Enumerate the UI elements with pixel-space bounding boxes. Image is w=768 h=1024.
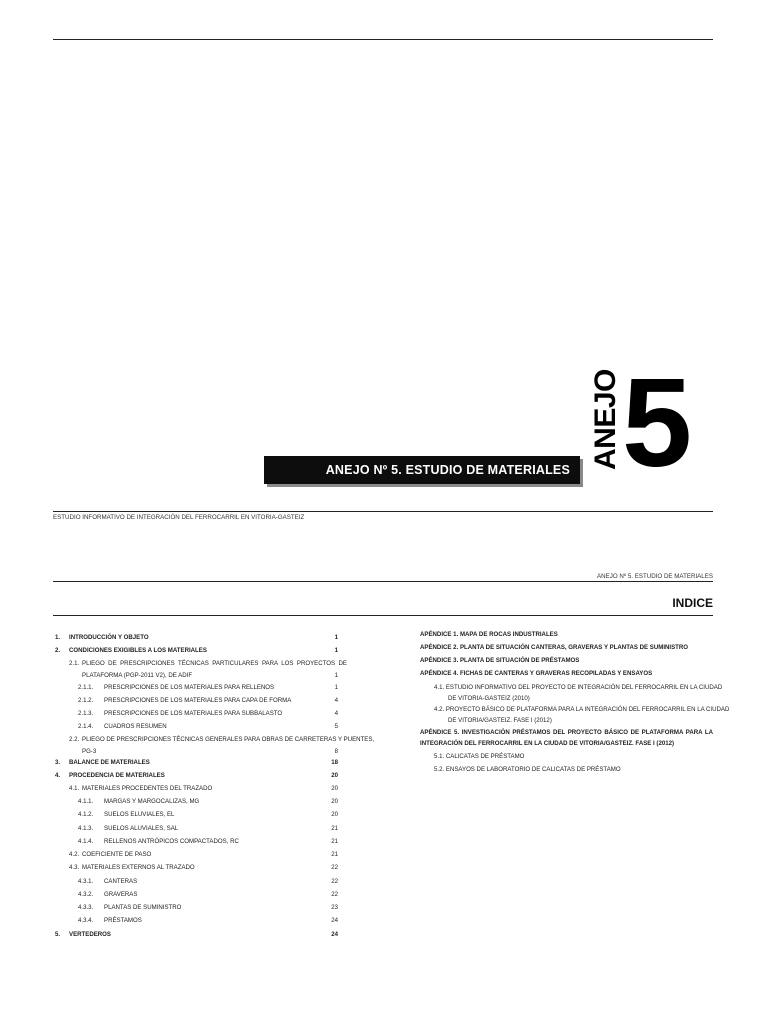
toc-entry-number: 3. — [55, 759, 61, 766]
toc-entry-text: 4.2. PROYECTO BÁSICO DE PLATAFORMA PARA LA INTEGRACIÓN DEL FERROCARRIL EN LA CIUDAD — [434, 706, 730, 713]
toc-entry-page: 21 — [331, 825, 338, 832]
toc-entry-page: 24 — [331, 931, 338, 938]
toc-entry-text: PLIEGO DE PRESCRIPCIONES TÉCNICAS PARTICULARES PARA LOS PROYECTOS DE — [82, 660, 347, 667]
toc-entry-page: 1 — [334, 672, 338, 679]
toc-entry-text-continued: INTEGRACIÓN DEL FERROCARRIL EN LA CIUDAD DE VITORIA/GASTEIZ. FASE I (2012) — [420, 739, 675, 747]
toc-entry-text: 5.1. CALICATAS DE PRÉSTAMO — [434, 753, 525, 760]
toc-right-entry — [420, 644, 688, 652]
toc-entry-page: 20 — [331, 811, 338, 818]
indice-title: INDICE — [672, 596, 713, 610]
toc-entry-text: PROCEDENCIA DE MATERIALES — [69, 772, 165, 779]
toc-entry-text-continued: DE VITORIA-GASTEIZ (2010) — [448, 694, 530, 702]
toc-right-entry — [434, 684, 723, 702]
toc-entry-page: 8 — [334, 748, 338, 755]
toc-entry-text: VERTEDEROS — [69, 931, 111, 938]
toc-entry-text: APÉNDICE 2. PLANTA DE SITUACIÓN CANTERAS, GRAVERAS Y PLANTAS DE SUMINISTRO — [420, 644, 689, 651]
toc-entry-number: 2.2. — [69, 736, 80, 743]
toc-entry-text: PLANTAS DE SUMINISTRO — [104, 904, 182, 911]
toc-entry-text: SUELOS ALUVIALES, SAL — [104, 825, 179, 832]
toc-entry-page: 1 — [334, 647, 338, 654]
toc-entry-page: 23 — [331, 904, 338, 911]
toc-entry-text: 5.2. ENSAYOS DE LABORATORIO DE CALICATAS DE PRÉSTAMO — [434, 766, 621, 773]
toc-entry-text-continued: DE VITORIA/GASTEIZ. FASE I (2012) — [448, 716, 552, 724]
toc-entry-number: 2.1.3. — [78, 710, 94, 717]
toc-entry-number: 4.3.1. — [78, 878, 94, 885]
toc-entry-text: PLIEGO DE PRESCRIPCIONES TÉCNICAS GENERALES PARA OBRAS DE CARRETERAS Y PUENTES, — [82, 736, 375, 743]
toc-entry-text: SUELOS ELUVIALES, EL — [104, 811, 175, 818]
toc-right-entry — [420, 631, 558, 639]
toc-entry-text: MATERIALES EXTERNOS AL TRAZADO — [82, 864, 195, 871]
toc-entry-number: 4.1.2. — [78, 811, 94, 818]
toc-entry-text: BALANCE DE MATERIALES — [69, 759, 150, 766]
toc-entry-text: INTRODUCCIÓN Y OBJETO — [69, 634, 149, 641]
toc-entry-text: APÉNDICE 1. MAPA DE ROCAS INDUSTRIALES — [420, 631, 558, 638]
toc-entry-page: 24 — [331, 917, 338, 924]
toc-entry-text: PRÉSTAMOS — [104, 917, 142, 924]
toc-entry-text: CONDICIONES EXIGIBLES A LOS MATERIALES — [69, 647, 207, 654]
toc-entry-number: 4.1.4. — [78, 838, 94, 845]
toc-entry-text: COEFICIENTE DE PASO — [82, 851, 152, 858]
running-title: ANEJO Nº 5. ESTUDIO DE MATERIALES — [597, 573, 713, 580]
toc-entry-number: 4.3.4. — [78, 917, 94, 924]
toc-entry-page: 1 — [334, 684, 338, 691]
toc-entry-number: 1. — [55, 634, 61, 641]
toc-entry-page: 4 — [334, 697, 338, 704]
toc-entry-text-continued: PLATAFORMA (PGP-2011 V2), DE ADIF — [82, 672, 193, 679]
toc-entry-page: 21 — [331, 851, 338, 858]
toc-entry-number: 4. — [55, 772, 61, 779]
toc-entry-number: 4.1.3. — [78, 825, 94, 832]
anejo-number: 5 — [622, 352, 693, 493]
toc-entry-number: 2.1.4. — [78, 723, 94, 730]
toc-right-entry — [434, 706, 730, 724]
banner-title: ANEJO Nº 5. ESTUDIO DE MATERIALES — [325, 463, 570, 477]
toc-entry-text: PRESCRIPCIONES DE LOS MATERIALES PARA CAPA DE FORMA — [104, 697, 292, 704]
toc-entry-text: APÉNDICE 3. PLANTA DE SITUACIÓN DE PRÉSTAMOS — [420, 657, 580, 664]
toc-entry-number: 4.1.1. — [78, 798, 94, 805]
toc-entry-text: PRESCRIPCIONES DE LOS MATERIALES PARA SUBBALASTO — [104, 710, 283, 717]
toc-right-entry — [434, 766, 621, 774]
toc-entry-text: 4.1. ESTUDIO INFORMATIVO DEL PROYECTO DE INTEGRACIÓN DEL FERROCARRIL EN LA CIUDAD — [434, 684, 723, 691]
toc-entry-text: CUADROS RESUMEN — [104, 723, 167, 730]
toc-entry-number: 4.3.2. — [78, 891, 94, 898]
toc-entry-text: PRESCRIPCIONES DE LOS MATERIALES PARA RELLENOS — [104, 684, 275, 691]
toc-entry-page: 1 — [334, 634, 338, 641]
toc-entry-number: 4.2. — [69, 851, 80, 858]
toc-entry-number: 2.1. — [69, 660, 80, 667]
toc-entry-page: 21 — [331, 838, 338, 845]
toc-entry-text: APÉNDICE 5. INVESTIGACIÓN PRÉSTAMOS DEL PROYECTO BÁSICO DE PLATAFORMA PARA LA — [420, 729, 713, 736]
toc-entry-page: 20 — [331, 798, 338, 805]
toc-entry-text: MARGAS Y MARGOCALIZAS, MG — [104, 798, 200, 805]
toc-entry-page: 5 — [334, 723, 338, 730]
toc-entry-text: MATERIALES PROCEDENTES DEL TRAZADO — [82, 785, 213, 792]
toc-right-entry — [420, 670, 652, 678]
toc-entry-page: 22 — [331, 878, 338, 885]
toc-entry-number: 2. — [55, 647, 61, 654]
toc-entry-page: 22 — [331, 864, 338, 871]
toc-entry-text: GRAVERAS — [104, 891, 138, 898]
toc-entry-number: 4.3.3. — [78, 904, 94, 911]
toc-entry-number: 4.3. — [69, 864, 80, 871]
toc-entry-page: 22 — [331, 891, 338, 898]
toc-entry-page: 4 — [334, 710, 338, 717]
toc-entry-text: APÉNDICE 4. FICHAS DE CANTERAS Y GRAVERAS RECOPILADAS Y ENSAYOS — [420, 670, 653, 677]
toc-entry-page: 20 — [331, 785, 338, 792]
toc-entry-page: 20 — [331, 772, 338, 779]
toc-entry-page: 18 — [331, 759, 338, 766]
toc-entry-text-continued: PG-3 — [82, 748, 97, 755]
toc-entry-number: 2.1.1. — [78, 684, 94, 691]
toc-entry-number: 4.1. — [69, 785, 80, 792]
toc-entry-text: CANTERAS — [104, 878, 138, 885]
toc-entry-text: RELLENOS ANTRÓPICOS COMPACTADOS, RC — [104, 838, 239, 845]
toc-entry-number: 5. — [55, 931, 61, 938]
toc-right-entry — [434, 753, 524, 761]
toc-entry-number: 2.1.2. — [78, 697, 94, 704]
cover-footer-caption: ESTUDIO INFORMATIVO DE INTEGRACIÓN DEL FERROCARRIL EN VITORIA-GASTEIZ — [53, 514, 305, 521]
anejo-vertical-label: ANEJO — [589, 369, 622, 470]
toc-right-entry — [420, 729, 713, 747]
toc-right-entry — [420, 657, 579, 665]
